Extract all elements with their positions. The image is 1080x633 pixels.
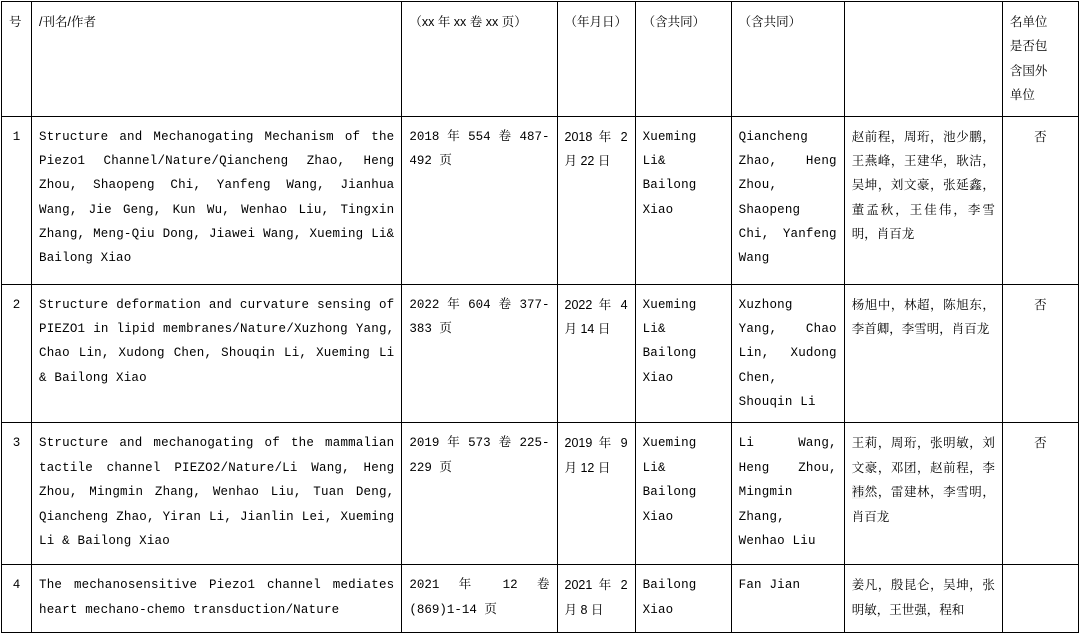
row-date: 2021 年 2 月 8 日 (557, 565, 635, 633)
header-foreign-line-3: 含国外 (1009, 63, 1048, 78)
header-all-authors (844, 2, 1002, 117)
row-no: 2 (2, 284, 32, 423)
table-row (2, 565, 1079, 633)
header-date: （年月日） (557, 2, 635, 117)
header-first-author: （含共同） (731, 2, 844, 117)
row-foreign-unit: 否 (1002, 284, 1078, 423)
table-row (2, 423, 1079, 565)
header-no: 号 (2, 2, 32, 117)
row-volume: 2018 年 554 卷 487-492 页 (402, 116, 557, 284)
header-foreign-line-1: 名单位 (1009, 15, 1048, 29)
row-corresponding: Bailong Xiao (635, 565, 731, 633)
row-first-author: Qiancheng Zhao, Heng Zhou, Shaopeng Chi, Yanfeng Wang (731, 116, 844, 284)
row-volume: 2019 年 573 卷 225-229 页 (402, 423, 557, 565)
table-row (2, 284, 1079, 423)
row-all-authors: 王莉，周珩，张明敏，刘文豪，邓团，赵前程，李袆然，雷建林，李雪明，肖百龙 (844, 423, 1002, 565)
publications-table (1, 1, 1079, 633)
row-foreign-unit: 否 (1002, 423, 1078, 565)
highlighted-character: 袆 (851, 485, 865, 500)
row-first-author: Fan Jian (731, 565, 844, 633)
header-foreign-line-4: 单位 (1009, 88, 1035, 103)
document-page (0, 1, 1080, 617)
row-title: Structure and Mechanogating Mechanism of the Piezo1 Channel/Nature/Qiancheng Zhao, Heng Zhou, Shaopeng Chi, Yanfeng Wang, Jianhua Wang, Jie Geng, Kun Wu, Wenhao Liu, Tingxin Zhang, Meng-Qiu Dong, Jiawei Wang, Xueming Li& Bailong Xiao (32, 116, 402, 284)
row-date: 2018 年 2 月 22 日 (557, 116, 635, 284)
row-date: 2019 年 9 月 12 日 (557, 423, 635, 565)
row-first-author: Li Wang, Heng Zhou, Mingmin Zhang, Wenhao Liu (731, 423, 844, 565)
header-corresponding: （含共同） (635, 2, 731, 117)
table-row (2, 116, 1079, 284)
header-foreign-line-2: 是否包 (1009, 39, 1048, 54)
row-first-author: Xuzhong Yang, Chao Lin, Xudong Chen, Shouqin Li (731, 284, 844, 423)
table-header-row (2, 2, 1079, 117)
row-no: 1 (2, 116, 32, 284)
row-all-authors: 杨旭中，林超，陈旭东，李首卿，李雪明，肖百龙 (844, 284, 1002, 423)
row-volume: 2021 年 12 卷 (869)1-14 页 (402, 565, 557, 633)
row-corresponding: Xueming Li& Bailong Xiao (635, 423, 731, 565)
row-foreign-unit (1002, 565, 1078, 633)
row-no: 4 (2, 565, 32, 633)
row-title: Structure deformation and curvature sensing of PIEZO1 in lipid membranes/Nature/Xuzhong Yang, Chao Lin, Xudong Chen, Shouqin Li, Xueming Li & Bailong Xiao (32, 284, 402, 423)
header-foreign-unit (1002, 2, 1078, 117)
header-title: /刊名/作者 (32, 2, 402, 117)
row-date: 2022 年 4 月 14 日 (557, 284, 635, 423)
row-no: 3 (2, 423, 32, 565)
row-corresponding: Xueming Li& Bailong Xiao (635, 116, 731, 284)
row-corresponding: Xueming Li& Bailong Xiao (635, 284, 731, 423)
header-volume: （xx 年 xx 卷 xx 页） (402, 2, 557, 117)
row-all-authors: 赵前程，周珩，池少鹏，王燕峰，王建华，耿洁，吴坤，刘文豪，张延鑫，董孟秋，王佳伟，李雪明，肖百龙 (844, 116, 1002, 284)
row-all-authors: 姜凡，殷昆仑，吴坤，张明敏，王世强，程和 (844, 565, 1002, 633)
row-foreign-unit: 否 (1002, 116, 1078, 284)
row-volume: 2022 年 604 卷 377-383 页 (402, 284, 557, 423)
row-title: Structure and mechanogating of the mammalian tactile channel PIEZO2/Nature/Li Wang, Heng Zhou, Mingmin Zhang, Wenhao Liu, Tuan Deng, Qiancheng Zhao, Yiran Li, Jianlin Lei, Xueming Li & Bailong Xiao (32, 423, 402, 565)
row-title: The mechanosensitive Piezo1 channel mediates heart mechano-chemo transduction/Nature (32, 565, 402, 633)
